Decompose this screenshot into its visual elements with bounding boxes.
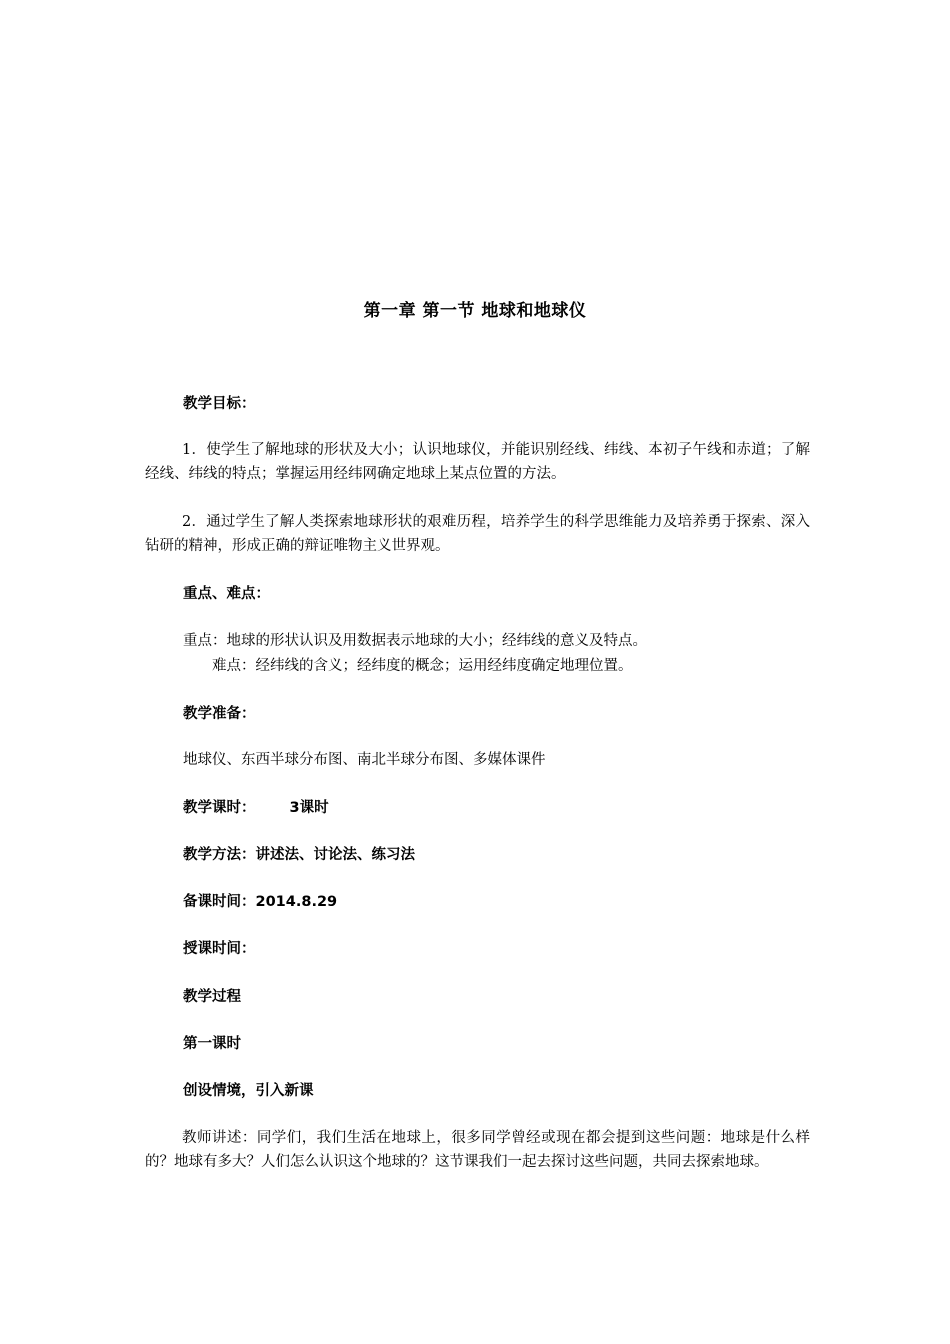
objective-2-paragraph: 2．通过学生了解人类探索地球形状的艰难历程，培养学生的科学思维能力及培养勇于探索、深入钻研的精神，形成正确的辩证唯物主义世界观。 — [145, 514, 810, 554]
class-hours-line — [183, 796, 848, 820]
lesson-1-heading: 第一课时 — [183, 1036, 241, 1052]
teacher-narration-paragraph: 教师讲述：同学们，我们生活在地球上，很多同学曾经或现在都会提到这些问题：地球是什么样的？地球有多大？人们怎么认识这个地球的？这节课我们一起去探讨这些问题，共同去探索地球。 — [145, 1130, 810, 1170]
class-hours-value: 3课时 — [289, 800, 329, 816]
preparation-materials: 地球仪、东西半球分布图、南北半球分布图、多媒体课件 — [183, 752, 546, 768]
class-hours-label: 教学课时： — [183, 800, 256, 816]
teaching-methods: 教学方法：讲述法、讨论法、练习法 — [183, 847, 415, 863]
teach-time: 授课时间： — [183, 941, 256, 957]
objectives-heading: 教学目标： — [183, 396, 256, 412]
objective-1-paragraph: 1．使学生了解地球的形状及大小；认识地球仪，并能识别经线、纬线、本初子午线和赤道；了解经线、纬线的特点；掌握运用经纬网确定地球上某点位置的方法。 — [145, 442, 810, 482]
key-point-line: 重点：地球的形状认识及用数据表示地球的大小；经纬线的意义及特点。 — [183, 633, 647, 649]
preparation-heading: 教学准备： — [183, 706, 256, 722]
prep-time: 备课时间：2014.8.29 — [183, 894, 338, 910]
difficult-point-line: 难点：经纬线的含义；经纬度的概念；运用经纬度确定地理位置。 — [212, 658, 633, 674]
intro-heading: 创设情境，引入新课 — [183, 1083, 314, 1099]
process-heading: 教学过程 — [183, 989, 241, 1005]
page-title: 第一章 第一节 地球和地球仪 — [363, 301, 587, 321]
key-points-heading: 重点、难点： — [183, 586, 270, 602]
